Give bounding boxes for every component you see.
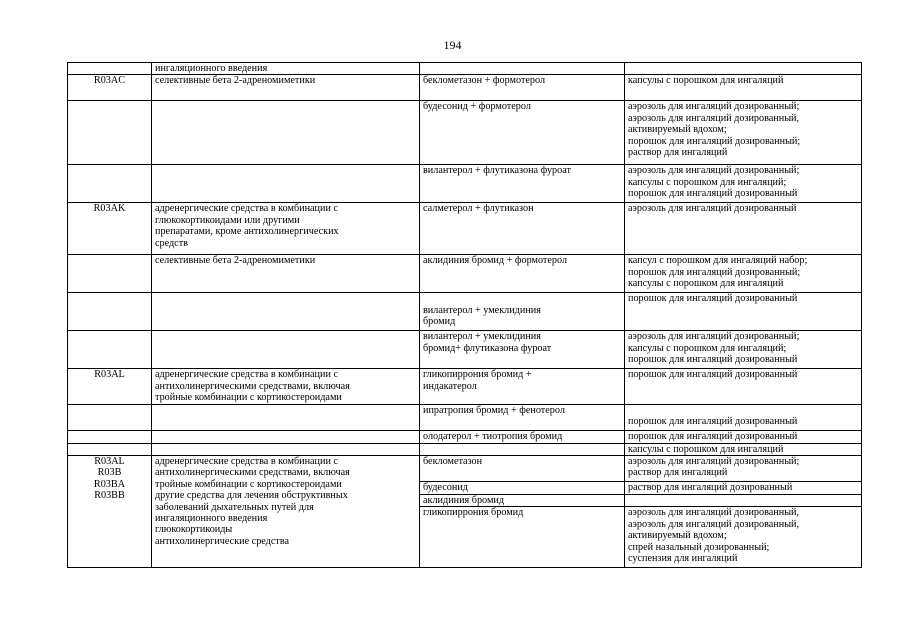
substance-cell-line: олодатерол + тиотропия бромид xyxy=(423,430,563,442)
substance-cell-line: вилантерол + флутиказона фуроат xyxy=(423,165,571,177)
group-name-cell-line: антихолинергическими средствами, включая xyxy=(155,467,350,479)
substance-cell-line: аклидиния бромид xyxy=(423,495,505,507)
atc-code-cell-line: R03AL xyxy=(94,456,125,468)
group-name-cell-line: ингаляционного введения xyxy=(155,513,268,525)
group-name-cell xyxy=(152,456,420,568)
atc-code-cell xyxy=(68,456,152,568)
substance-cell-line: индакатерол xyxy=(423,380,477,392)
dosage-form-cell-line xyxy=(628,405,858,416)
table-row xyxy=(68,443,862,455)
substance-cell-line xyxy=(423,293,621,304)
group-name-cell xyxy=(152,443,420,455)
dosage-form-cell-line: аэрозоль для ингаляций дозированный; xyxy=(628,165,800,177)
group-name-cell xyxy=(152,293,420,331)
table-row xyxy=(68,255,862,293)
dosage-form-cell xyxy=(625,255,862,293)
group-name-cell xyxy=(152,203,420,255)
dosage-form-cell xyxy=(625,456,862,482)
group-name-cell xyxy=(152,101,420,165)
substance-cell-line: бромид xyxy=(423,316,456,328)
group-name-cell xyxy=(152,430,420,443)
dosage-form-cell-line: раствор для ингаляций дозированный xyxy=(628,482,793,494)
group-name-cell-line: заболеваний дыхательных путей для xyxy=(155,501,314,513)
group-name-cell-line: тройные комбинации с кортикостероидами xyxy=(155,478,342,490)
dosage-form-cell xyxy=(625,430,862,443)
dosage-form-cell-line: капсулы с порошком для ингаляций; xyxy=(628,176,787,188)
group-name-cell xyxy=(152,369,420,404)
group-name-cell-line: адренергические средства в комбинации с xyxy=(155,456,338,468)
dosage-form-cell-line: раствор для ингаляций xyxy=(628,147,728,159)
substance-cell-line: салметерол + флутиказон xyxy=(423,203,534,215)
substance-cell-line: вилантерол + умеклидиния xyxy=(423,304,541,316)
substance-cell xyxy=(420,443,625,455)
dosage-form-cell-line: активируемый вдохом; xyxy=(628,124,727,136)
atc-drug-table xyxy=(67,62,862,568)
group-name-cell-line: глюкокортикоидами или другими xyxy=(155,214,300,226)
group-name-cell xyxy=(152,255,420,293)
dosage-form-cell-line: аэрозоль для ингаляций дозированный, xyxy=(628,518,800,530)
atc-code-cell xyxy=(68,101,152,165)
dosage-form-cell-line: порошок для ингаляций дозированный xyxy=(628,354,798,366)
dosage-form-cell-line: капсулы с порошком для ингаляций; xyxy=(628,342,787,354)
dosage-form-cell xyxy=(625,443,862,455)
table-row xyxy=(68,165,862,203)
dosage-form-cell xyxy=(625,75,862,101)
dosage-form-cell-line: капсулы с порошком для ингаляций xyxy=(628,278,784,290)
substance-cell xyxy=(420,495,625,507)
substance-cell xyxy=(420,293,625,331)
group-name-cell-line: ингаляционного введения xyxy=(155,63,268,74)
substance-cell xyxy=(420,456,625,482)
dosage-form-cell xyxy=(625,369,862,404)
atc-code-cell xyxy=(68,369,152,404)
group-name-cell xyxy=(152,404,420,430)
substance-cell xyxy=(420,482,625,495)
table-row xyxy=(68,63,862,75)
substance-cell-line: будесонид xyxy=(423,482,468,494)
group-name-cell-line: селективные бета 2-адреномиметики xyxy=(155,255,316,267)
substance-cell xyxy=(420,404,625,430)
dosage-form-cell-line: раствор для ингаляций xyxy=(628,467,728,479)
atc-code-cell xyxy=(68,75,152,101)
group-name-cell-line: глюкокортикоиды xyxy=(155,524,233,536)
dosage-form-cell-line: аэрозоль для ингаляций дозированный; xyxy=(628,456,800,468)
substance-cell-line: аклидиния бромид + формотерол xyxy=(423,255,568,267)
dosage-form-cell-line: порошок для ингаляций дозированный xyxy=(628,293,798,305)
group-name-cell-line: средств xyxy=(155,237,188,249)
dosage-form-cell-line: капсулы с порошком для ингаляций xyxy=(628,75,784,87)
dosage-form-cell-line: порошок для ингаляций дозированный; xyxy=(628,135,801,147)
atc-code-cell xyxy=(68,165,152,203)
dosage-form-cell-line: аэрозоль для ингаляций дозированный, xyxy=(628,112,800,124)
atc-code-cell xyxy=(68,443,152,455)
group-name-cell xyxy=(152,165,420,203)
substance-cell-line: ипратропия бромид + фенотерол xyxy=(423,404,565,416)
group-name-cell-line: другие средства для лечения обструктивных xyxy=(155,490,348,502)
table-row xyxy=(68,456,862,482)
substance-cell-line: вилантерол + умеклидиния xyxy=(423,331,541,343)
atc-code-cell xyxy=(68,203,152,255)
atc-code-cell-line: R03AL xyxy=(94,369,125,381)
substance-cell xyxy=(420,63,625,75)
dosage-form-cell-line: аэрозоль для ингаляций дозированный; xyxy=(628,331,800,343)
table-row xyxy=(68,369,862,404)
dosage-form-cell xyxy=(625,63,862,75)
group-name-cell xyxy=(152,63,420,75)
substance-cell-line: гликопиррония бромид xyxy=(423,507,524,519)
group-name-cell-line: селективные бета 2-адреномиметики xyxy=(155,75,316,87)
atc-code-cell-line: R03AC xyxy=(93,75,126,87)
dosage-form-cell xyxy=(625,404,862,430)
dosage-form-cell xyxy=(625,203,862,255)
atc-code-cell xyxy=(68,293,152,331)
dosage-form-cell xyxy=(625,165,862,203)
group-name-cell xyxy=(152,75,420,101)
substance-cell xyxy=(420,369,625,404)
group-name-cell-line: препаратами, кроме антихолинергических xyxy=(155,226,339,238)
dosage-form-cell-line: суспензия для ингаляций xyxy=(628,553,738,565)
atc-code-cell-line: R03AK xyxy=(93,203,126,215)
atc-code-cell xyxy=(68,404,152,430)
atc-code-cell-line: R03BB xyxy=(94,490,125,502)
table-row xyxy=(68,293,862,331)
dosage-form-cell-line: порошок для ингаляций дозированный xyxy=(628,416,798,428)
atc-code-cell-line: R03B xyxy=(97,467,122,479)
group-name-cell-line: тройные комбинации с кортикостероидами xyxy=(155,392,342,404)
substance-cell-line: бромид+ флутиказона фуроат xyxy=(423,342,552,354)
group-name-cell-line: антихолинергические средства xyxy=(155,535,290,547)
substance-cell-line: гликопиррония бромид + xyxy=(423,369,532,381)
dosage-form-cell-line: капсул с порошком для ингаляций набор; xyxy=(628,255,808,267)
substance-cell xyxy=(420,75,625,101)
atc-code-cell xyxy=(68,255,152,293)
substance-cell xyxy=(420,101,625,165)
page-number: 194 xyxy=(443,38,462,52)
dosage-form-cell xyxy=(625,331,862,369)
atc-code-cell-line: R03BA xyxy=(93,478,126,490)
substance-cell xyxy=(420,255,625,293)
substance-cell xyxy=(420,203,625,255)
dosage-form-cell-line: порошок для ингаляций дозированный; xyxy=(628,266,801,278)
dosage-form-cell xyxy=(625,101,862,165)
dosage-form-cell xyxy=(625,495,862,507)
dosage-form-cell-line: порошок для ингаляций дозированный xyxy=(628,369,798,381)
substance-cell xyxy=(420,165,625,203)
dosage-form-cell-line: спрей назальный дозированный; xyxy=(628,541,770,553)
dosage-form-cell-line: аэрозоль для ингаляций дозированный; xyxy=(628,101,800,113)
dosage-form-cell-line: активируемый вдохом; xyxy=(628,530,727,542)
group-name-cell-line: адренергические средства в комбинации с xyxy=(155,369,338,381)
dosage-form-cell-line: аэрозоль для ингаляций дозированный xyxy=(628,203,797,215)
dosage-form-cell-line: порошок для ингаляций дозированный xyxy=(628,430,798,442)
dosage-form-cell-line: капсулы с порошком для ингаляций xyxy=(628,443,784,455)
substance-cell xyxy=(420,430,625,443)
group-name-cell-line: адренергические средства в комбинации с xyxy=(155,203,338,215)
table-row xyxy=(68,430,862,443)
dosage-form-cell xyxy=(625,507,862,568)
table-row xyxy=(68,331,862,369)
dosage-form-cell-line: порошок для ингаляций дозированный xyxy=(628,188,798,200)
table-row xyxy=(68,75,862,101)
group-name-cell-line: антихолинергическими средствами, включая xyxy=(155,380,350,392)
table-row xyxy=(68,404,862,430)
dosage-form-cell-line: аэрозоль для ингаляций дозированный, xyxy=(628,507,800,519)
dosage-form-cell xyxy=(625,482,862,495)
substance-cell-line: беклометазон xyxy=(423,456,483,468)
substance-cell-line: будесонид + формотерол xyxy=(423,101,531,113)
atc-code-cell xyxy=(68,331,152,369)
group-name-cell xyxy=(152,331,420,369)
table-row xyxy=(68,101,862,165)
substance-cell xyxy=(420,507,625,568)
table-row xyxy=(68,203,862,255)
substance-cell xyxy=(420,331,625,369)
atc-code-cell xyxy=(68,430,152,443)
atc-code-cell xyxy=(68,63,152,75)
substance-cell-line: беклометазон + формотерол xyxy=(423,75,546,87)
dosage-form-cell xyxy=(625,293,862,331)
